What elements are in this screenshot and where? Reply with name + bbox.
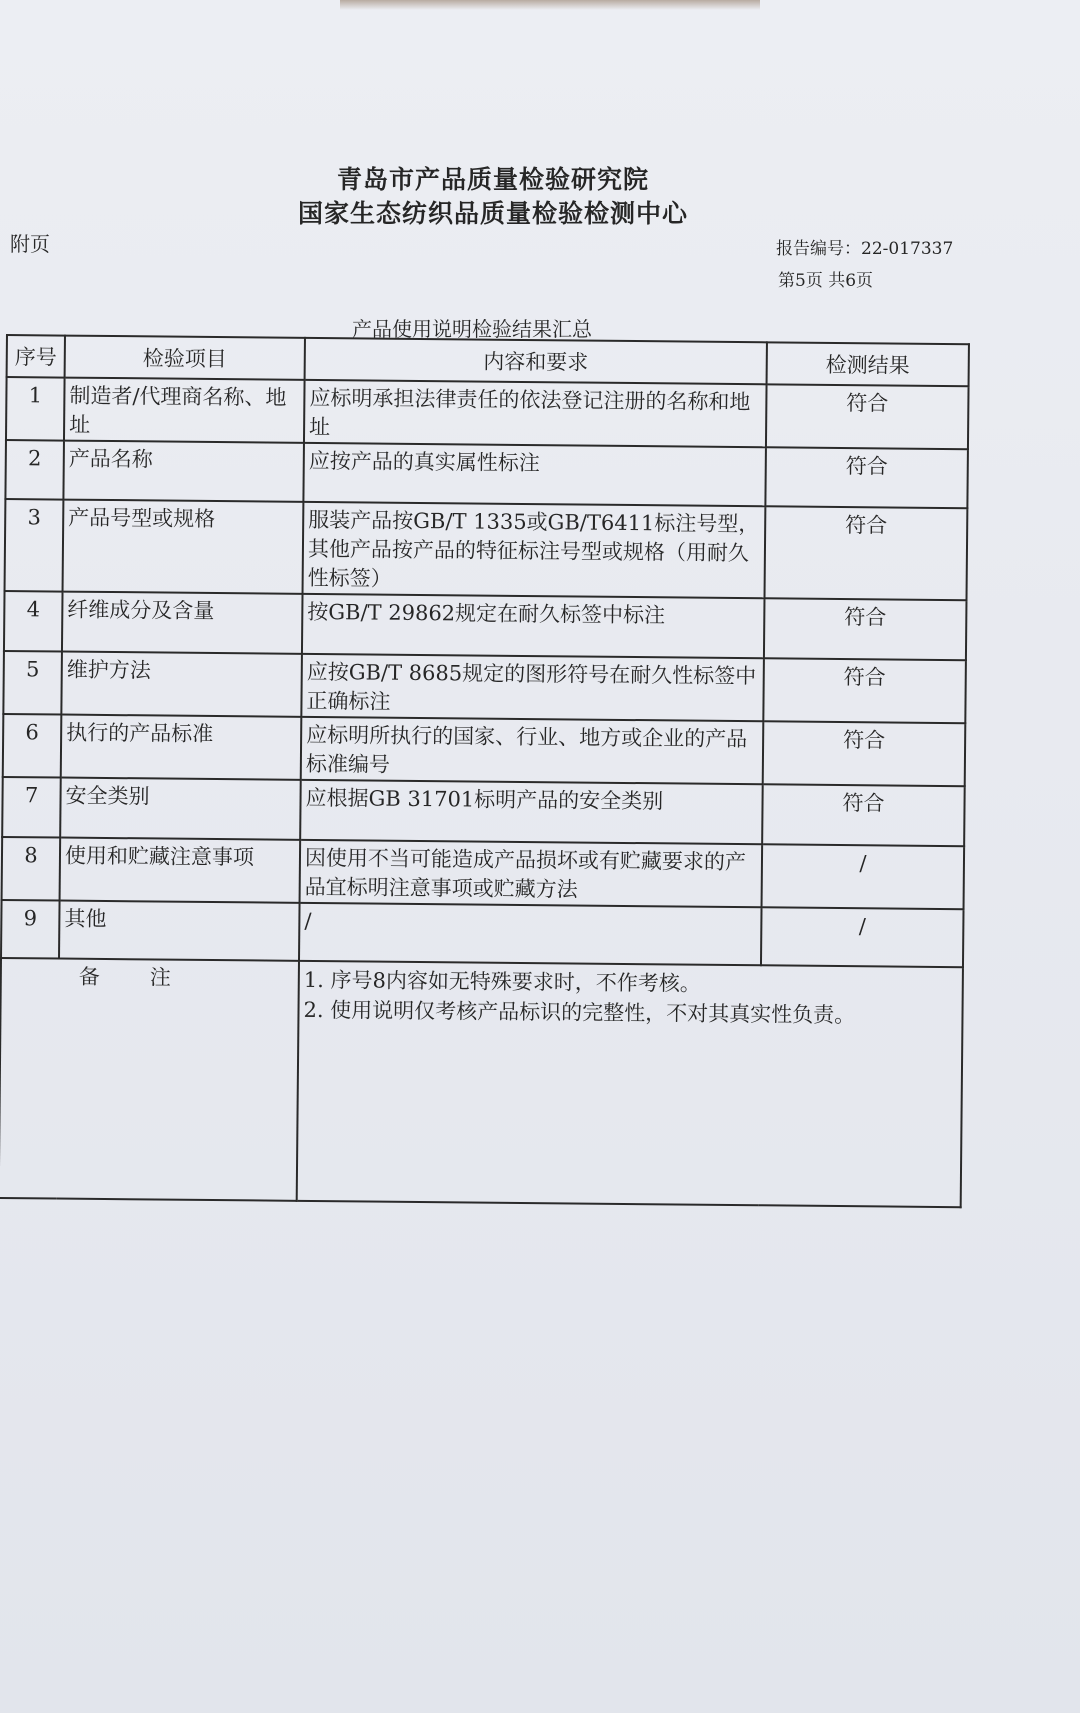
- header-requirement: 内容和要求: [305, 338, 767, 384]
- note-line: 2. 使用说明仅考核产品标识的完整性，不对其真实性负责。: [303, 997, 856, 1028]
- row-no: 4: [4, 591, 63, 652]
- row-result: 符合: [762, 784, 965, 846]
- row-result: 符合: [765, 447, 968, 508]
- row-item: 其他: [59, 901, 300, 961]
- row-result: /: [761, 907, 964, 967]
- row-item: 使用和贮藏注意事项: [60, 838, 301, 903]
- row-no: 7: [2, 777, 61, 838]
- row-requirement: 服装产品按GB/T 1335或GB/T6411标注号型，其他产品按产品的特征标注号型或规格（用耐久性标签）: [303, 502, 766, 598]
- row-no: 2: [5, 440, 64, 500]
- appendix-label: 附页: [10, 232, 50, 256]
- row-requirement: 应按产品的真实属性标注: [303, 443, 766, 506]
- row-requirement: 应标明所执行的国家、行业、地方或企业的产品标准编号: [301, 717, 764, 784]
- org-title-line1: 青岛市产品质量检验研究院: [336, 165, 649, 194]
- row-item: 产品号型或规格: [63, 500, 304, 594]
- row-no: 1: [6, 377, 65, 441]
- row-item: 制造者/代理商名称、地址: [64, 378, 305, 443]
- row-result: 符合: [763, 721, 966, 786]
- header-item: 检验项目: [65, 336, 305, 380]
- note-line: 1. 序号8内容如无特殊要求时，不作考核。: [303, 967, 701, 996]
- row-result: 符合: [764, 598, 967, 660]
- table-row: [6, 377, 969, 449]
- row-result: 符合: [764, 506, 967, 600]
- row-result: /: [762, 844, 965, 909]
- report-number: 报告编号：22-017337: [776, 239, 954, 259]
- page-number: 第5页 共6页: [778, 271, 874, 291]
- row-no: 6: [3, 714, 62, 778]
- row-requirement: 按GB/T 29862规定在耐久标签中标注: [302, 594, 765, 658]
- row-no: 8: [2, 837, 61, 901]
- header-result: 检测结果: [767, 342, 969, 386]
- table-row: [5, 499, 968, 600]
- row-item: 产品名称: [63, 441, 304, 502]
- row-requirement: 应标明承担法律责任的依法登记注册的名称和地址: [304, 380, 767, 447]
- page-edge-shadow: [340, 0, 760, 10]
- header-no: 序号: [7, 335, 65, 378]
- row-item: 执行的产品标准: [61, 715, 302, 780]
- row-no: 9: [1, 900, 60, 959]
- row-no: 5: [3, 651, 62, 715]
- notes-label: 备注: [0, 958, 299, 1201]
- row-result: 符合: [766, 384, 969, 449]
- table-row: [4, 591, 967, 660]
- table-row: [1, 900, 964, 967]
- results-table: [0, 334, 970, 1208]
- row-item: 维护方法: [61, 652, 302, 717]
- row-requirement: 应根据GB 31701标明产品的安全类别: [300, 780, 763, 844]
- notes-row: [0, 958, 963, 1207]
- row-item: 纤维成分及含量: [62, 592, 303, 654]
- row-requirement: 应按GB/T 8685规定的图形符号在耐久性标签中正确标注: [301, 654, 764, 721]
- table-row: [3, 651, 966, 723]
- table-row: [3, 714, 966, 786]
- row-requirement: /: [299, 903, 762, 965]
- row-item: 安全类别: [60, 778, 301, 840]
- table-row: [5, 440, 968, 508]
- table-row: [2, 837, 965, 909]
- row-no: 3: [5, 499, 64, 592]
- org-title-line2: 国家生态纺织品质量检验检测中心: [297, 199, 688, 228]
- notes-content: [297, 961, 963, 1207]
- row-requirement: 因使用不当可能造成产品损坏或有贮藏要求的产品宜标明注意事项或贮藏方法: [300, 840, 763, 907]
- table-row: [2, 777, 965, 846]
- table-title: 产品使用说明检验结果汇总: [352, 317, 592, 341]
- row-result: 符合: [763, 658, 966, 723]
